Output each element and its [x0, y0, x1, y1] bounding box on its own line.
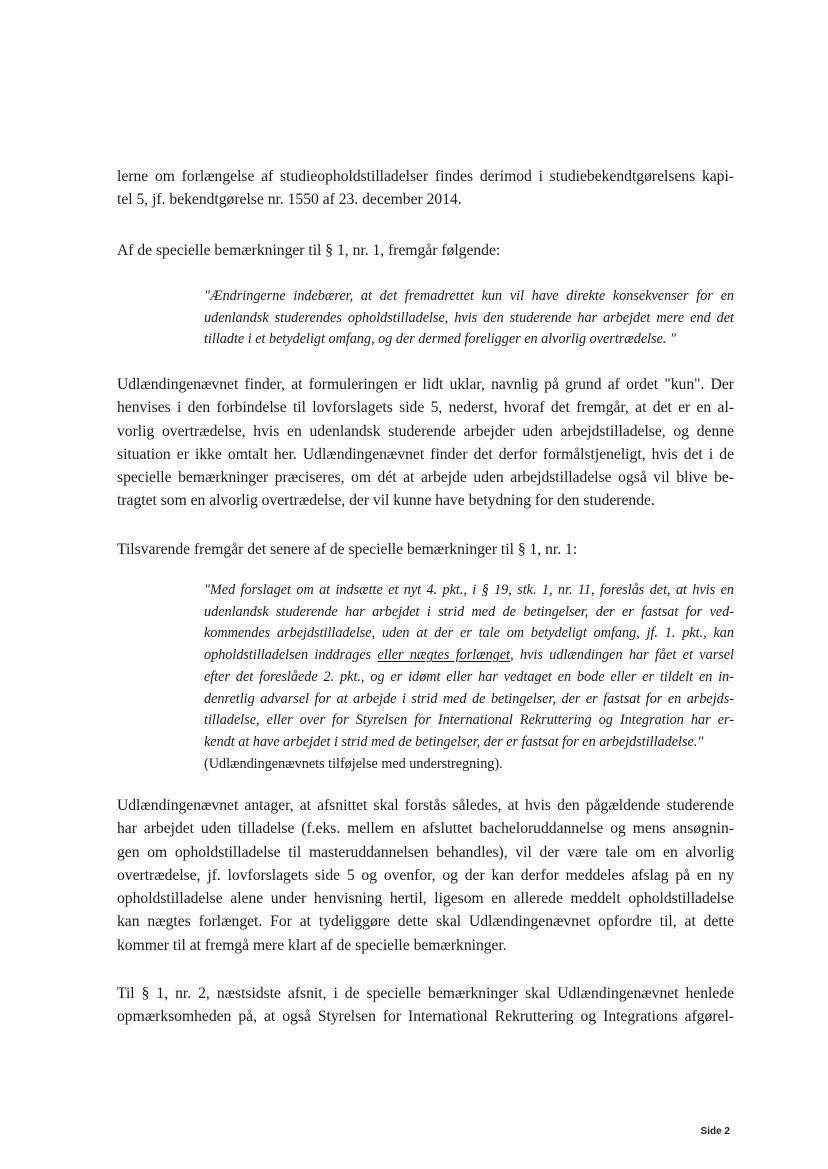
text-line: Tilsvarende fremgår det senere af de specielle bemærkninger til § 1, nr. 1:	[117, 541, 578, 558]
block-quote-1	[204, 286, 734, 351]
paragraph-remarks-lead	[117, 239, 734, 262]
text-line: henvises i den forbindelse til lovforslagets side 5, nederst, hvoraf det fremgår, at det er en al-	[117, 399, 734, 417]
text-line: Af de specielle bemærkninger til § 1, nr. 1, fremgår følgende:	[117, 242, 501, 259]
text-line: har arbejdet uden tilladelse (f.eks. mellem en afsluttet bacheloruddannelse og mens ansøgnin-	[117, 820, 734, 838]
quote-line: efter det foreslåede 2. pkt., og er idømt eller har vedtaget en bode eller er tildelt en in-	[204, 668, 734, 685]
quote-line: kendt at have arbejdet i strid med de betingelser, der er fastsat for en arbejdstilladelse."	[204, 733, 704, 750]
text-line: opholdstilladelse alene under henvisning hertil, ligesom en allerede meddelt opholdstilladelse	[117, 890, 734, 908]
paragraph-similarly	[117, 538, 734, 561]
text-line: gen om opholdstilladelse til masteruddannelsen behandles), vil der være tale om en alvorlig	[117, 843, 734, 861]
paragraph-section-2	[117, 982, 734, 1029]
text-line: situation er ikke omtalt her. Udlændingenævnet finder det derfor formålstjeneligt, hvis det i de	[117, 445, 734, 463]
text-line: Til § 1, nr. 2, næstsidste afsnit, i de specielle bemærkninger skal Udlændingenævnet henlede	[117, 985, 734, 1002]
quote-line: "Med forslaget om at indsætte et nyt 4. pkt., i § 19, stk. 1, nr. 11, foreslås det, at hvis en	[204, 582, 734, 598]
text-line: specielle bemærkninger præciseres, om dét at arbejde uden arbejdstilladelse også vil blive be-	[117, 469, 734, 487]
quote-line: udenlandsk studerende har arbejdet i strid med de betingelser, der er fastsat for ved-	[204, 603, 734, 620]
paragraph-findings	[117, 373, 734, 513]
quote-text: opholdstilladelsen inddrages	[204, 647, 378, 664]
quote-note: (Udlændingenævnets tilføjelse med understregning).	[204, 755, 503, 772]
paragraph-assumption	[117, 794, 734, 957]
text-line: overtrædelse, jf. lovforslagets side 5 og ovenfor, og der kan derfor meddeles afslag på en ny	[117, 866, 734, 884]
quote-line: tilladelse, eller over for Styrelsen for International Rekruttering og Integration har er-	[204, 712, 734, 729]
text-line: Udlændingenævnet antager, at afsnittet skal forstås således, at hvis den pågældende studerende	[117, 797, 734, 814]
quote-line: kommendes arbejdstilladelse, uden at der er tale om betydeligt omfang, jf. 1. pkt., kan	[204, 625, 734, 642]
block-quote-2	[204, 580, 734, 775]
quote-line	[204, 645, 734, 667]
quote-line: denretlig advarsel for at arbejde i strid med de betingelser, der er fastsat for en arbejds-	[204, 690, 734, 707]
text-line: kommer til at fremgå mere klart af de specielle bemærkninger.	[117, 936, 507, 954]
text-line: opmærksomheden på, at også Styrelsen for International Rekruttering og Integrations afgørel-	[117, 1008, 734, 1026]
text-line: tel 5, jf. bekendtgørelse nr. 1550 af 23. december 2014.	[117, 191, 462, 209]
quote-text: , hvis udlændingen har fået et varsel	[510, 647, 734, 664]
page-number: Side 2	[700, 1126, 730, 1137]
underlined-phrase: eller nægtes forlænget	[377, 647, 511, 664]
text-line: lerne om forlængelse af studieopholdstilladelser findes derimod i studiebekendtgørelsens kapi-	[117, 168, 734, 185]
quote-line: udenlandsk studerendes opholdstilladelse, hvis den studerende har arbejdet mere end det	[204, 309, 734, 326]
quote-line: tilladte i et betydeligt omfang, og der dermed foreligger en alvorlig overtrædelse. "	[204, 331, 676, 348]
quote-line: "Ændringerne indebærer, at det fremadrettet kun vil have direkte konsekvenser for en	[204, 288, 734, 304]
paragraph-intro	[117, 165, 734, 212]
text-line: kan nægtes forlænget. For at tydeliggøre dette skal Udlændingenævnet opfordre til, at dette	[117, 913, 734, 931]
text-line: tragtet som en alvorlig overtrædelse, der vil kunne have betydning for den studerende.	[117, 492, 655, 510]
text-line: vorlig overtrædelse, hvis en udenlandsk studerende arbejder uden arbejdstilladelse, og denne	[117, 422, 734, 440]
text-line: Udlændingenævnet finder, at formuleringen er lidt uklar, navnlig på grund af ordet "kun". Der	[117, 376, 734, 393]
